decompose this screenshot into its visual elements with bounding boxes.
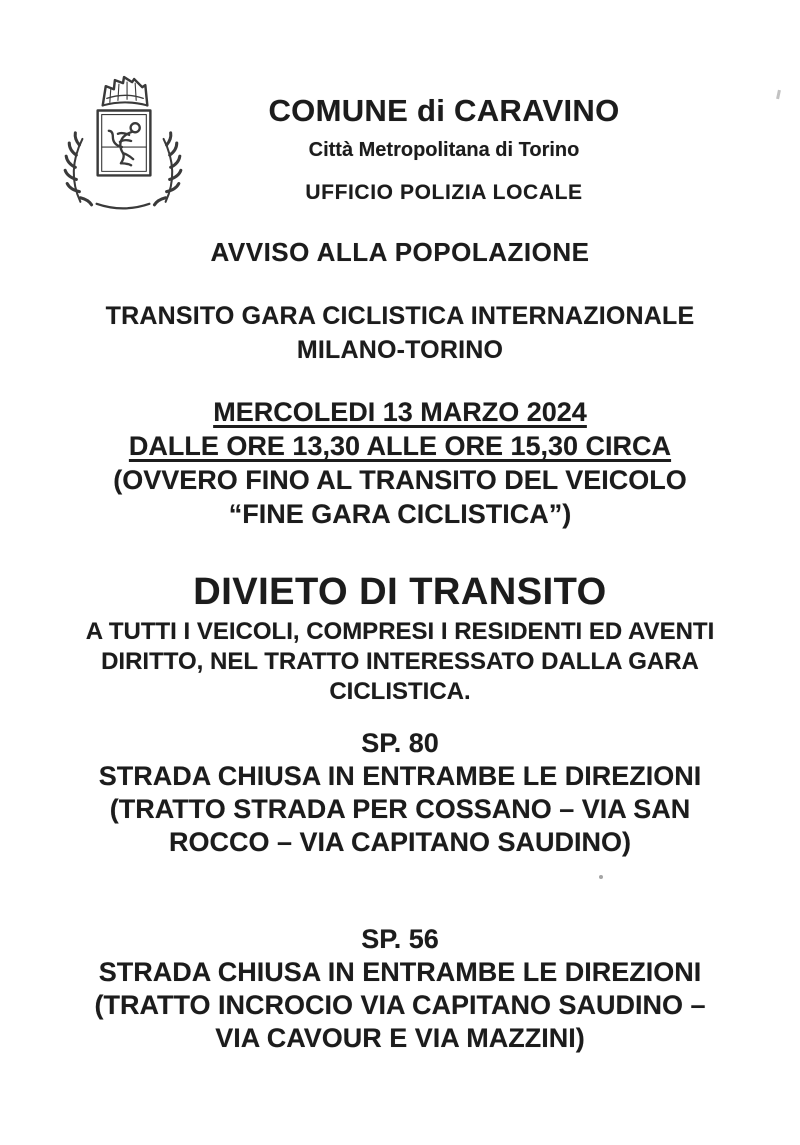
road-section-sp56 [0, 923, 800, 1055]
road-detail-line-1: (TRATTO STRADA PER COSSANO – VIA SAN [109, 794, 691, 824]
event-line-1: TRANSITO GARA CICLISTICA INTERNAZIONALE [105, 302, 695, 330]
municipal-crest-icon [62, 74, 184, 216]
road-detail-line-2: ROCCO – VIA CAPITANO SAUDINO) [168, 827, 632, 857]
notice-title: AVVISO ALLA POPOLAZIONE [210, 237, 590, 267]
road-number: SP. 80 [361, 728, 439, 758]
office-name: UFFICIO POLIZIA LOCALE [305, 181, 583, 204]
ban-body [0, 617, 800, 707]
road-detail-line-2: VIA CAVOUR E VIA MAZZINI) [215, 1023, 585, 1053]
ban-line-3: CICLISTICA. [329, 678, 471, 705]
scan-speck [599, 875, 603, 879]
ban-section [0, 571, 800, 707]
ban-title: DIVIETO DI TRANSITO [193, 571, 607, 613]
ban-line-1: A TUTTI I VEICOLI, COMPRESI I RESIDENTI ED AVENTI [85, 618, 715, 645]
event-title [0, 299, 800, 367]
event-date: MERCOLEDI 13 MARZO 2024 [213, 397, 587, 427]
ban-line-2: DIRITTO, NEL TRATTO INTERESSATO DALLA GARA [101, 648, 699, 675]
schedule-note-2: “FINE GARA CICLISTICA”) [228, 499, 572, 529]
road-number: SP. 56 [361, 924, 439, 954]
schedule-note-1: (OVVERO FINO AL TRANSITO DEL VEICOLO [113, 465, 687, 495]
municipality-title: COMUNE di CARAVINO [268, 93, 620, 128]
metropolitan-subtitle: Città Metropolitana di Torino [308, 139, 580, 161]
road-status: STRADA CHIUSA IN ENTRAMBE LE DIREZIONI [98, 761, 702, 791]
road-section-sp80 [0, 727, 800, 859]
event-time: DALLE ORE 13,30 ALLE ORE 15,30 CIRCA [128, 431, 672, 461]
road-detail-line-1: (TRATTO INCROCIO VIA CAPITANO SAUDINO – [94, 990, 706, 1020]
schedule-block [0, 395, 800, 531]
event-line-2: MILANO-TORINO [296, 336, 504, 364]
road-status: STRADA CHIUSA IN ENTRAMBE LE DIREZIONI [98, 957, 702, 987]
